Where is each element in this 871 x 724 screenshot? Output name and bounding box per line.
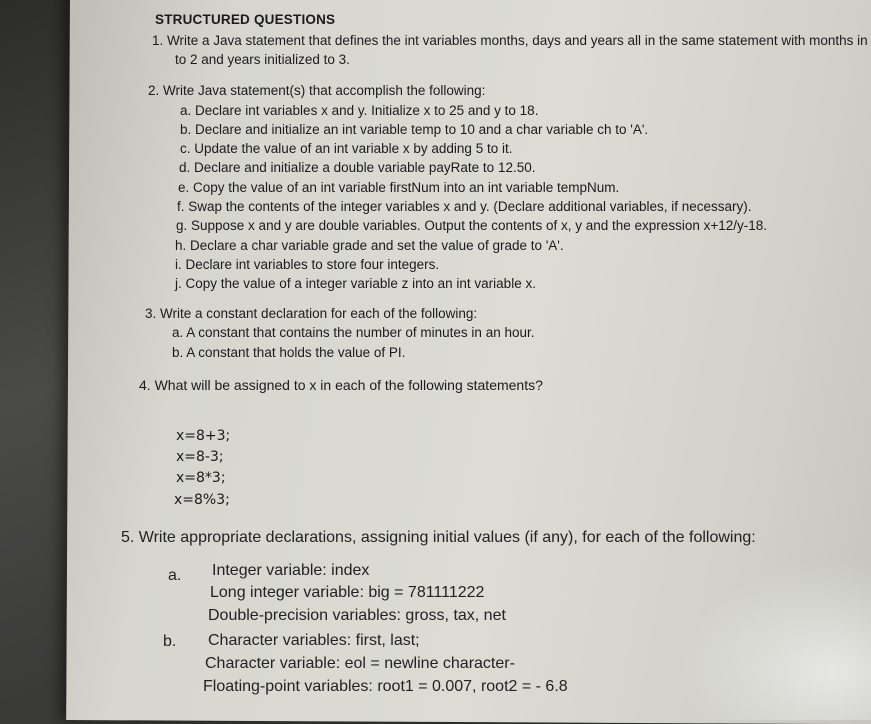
q4-statement-4: x=8%3; [174, 492, 230, 508]
q5-label-a: a. [168, 567, 182, 584]
q1-line-1: 1. Write a Java statement that defines the int variables months, days and years all in the same statement with months in [152, 33, 868, 48]
q2-item-g: g. Suppose x and y are double variables. Output the contents of x, y and the expression x+12/y-18. [176, 218, 767, 233]
q5-a-line-2: Long integer variable: big = 781111222 [210, 584, 485, 601]
q5-b-line-1: Character variables: first, last; [208, 632, 420, 649]
q5-intro: 5. Write appropriate declarations, assigning initial values (if any), for each of the following: [121, 529, 756, 546]
page-title: STRUCTURED QUESTIONS [155, 12, 336, 27]
q4-statement-1: x=8+3; [176, 428, 231, 444]
q1-line-2: to 2 and years initialized to 3. [175, 52, 350, 67]
q5-b-line-2: Character variable: eol = newline character- [205, 655, 515, 672]
q4-statement-2: x=8-3; [176, 449, 224, 465]
q2-item-h: h. Declare a char variable grade and set the value of grade to 'A'. [175, 238, 564, 253]
q2-item-f: f. Swap the contents of the integer variables x and y. (Declare additional variables, if necessary). [177, 199, 752, 214]
q2-item-c: c. Update the value of an int variable x by adding 5 to it. [180, 141, 513, 156]
q2-item-d: d. Declare and initialize a double variable payRate to 12.50. [179, 160, 536, 175]
q4-statement-3: x=8*3; [176, 470, 226, 486]
q3-intro: 3. Write a constant declaration for each of the following: [145, 306, 478, 321]
q2-intro: 2. Write Java statement(s) that accomplish the following: [148, 83, 486, 98]
q2-item-b: b. Declare and initialize an int variable temp to 10 and a char variable ch to 'A'. [180, 122, 649, 137]
q5-b-line-3: Floating-point variables: root1 = 0.007, root2 = - 6.8 [203, 678, 568, 695]
q5-a-line-3: Double-precision variables: gross, tax, net [208, 607, 506, 624]
q2-item-a: a. Declare int variables x and y. Initialize x to 25 and y to 18. [180, 103, 539, 118]
q2-item-i: i. Declare int variables to store four integers. [175, 257, 440, 272]
q5-a-line-1: Integer variable: index [212, 562, 370, 579]
q3-item-a: a. A constant that contains the number of minutes in an hour. [172, 325, 535, 340]
q4-intro: 4. What will be assigned to x in each of the following statements? [139, 377, 543, 393]
q5-label-b: b. [163, 633, 177, 650]
q3-item-b: b. A constant that holds the value of PI. [172, 345, 406, 360]
q2-item-j: j. Copy the value of a integer variable z into an int variable x. [175, 276, 536, 291]
q2-item-e: e. Copy the value of an int variable firstNum into an int variable tempNum. [178, 180, 620, 195]
